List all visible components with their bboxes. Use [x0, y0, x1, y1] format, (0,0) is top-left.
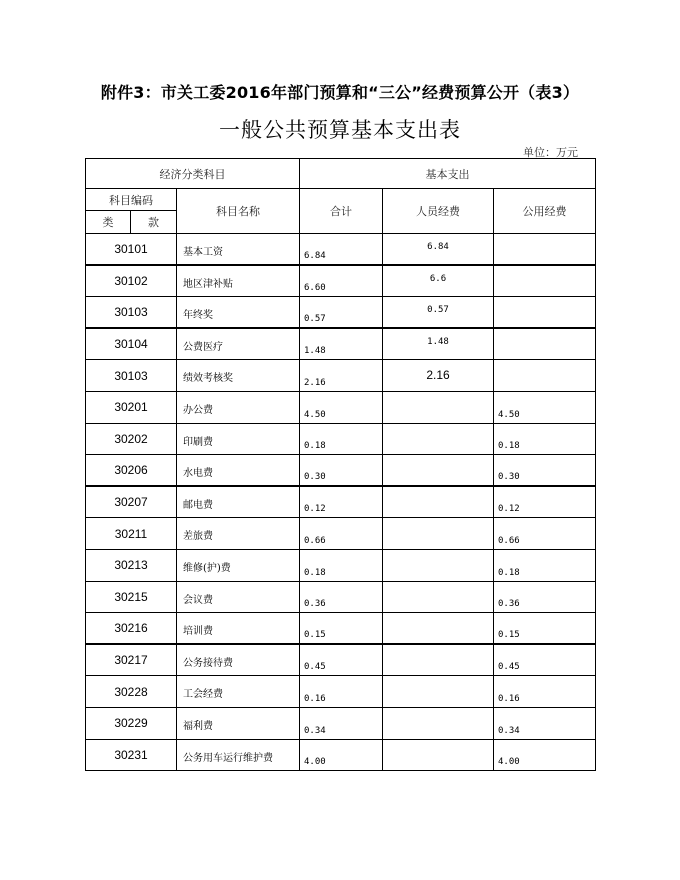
header-basic-expenditure: 基本支出: [300, 159, 596, 189]
total-cell: 2.16: [300, 360, 383, 392]
public-cell: 0.12: [494, 486, 596, 518]
subject-name-cell: 年终奖: [177, 297, 300, 329]
total-cell: 0.66: [300, 518, 383, 550]
subject-code-cell: 30103: [86, 297, 177, 329]
total-cell: 0.34: [300, 707, 383, 739]
personnel-cell: [383, 391, 494, 423]
subject-code-cell: 30101: [86, 234, 177, 266]
personnel-cell: 1.48: [383, 328, 494, 360]
table-row: [86, 360, 596, 392]
table-row: [86, 676, 596, 708]
subject-name-cell: 基本工资: [177, 234, 300, 266]
subject-name-cell: 会议费: [177, 581, 300, 613]
personnel-cell: [383, 423, 494, 455]
total-cell: 4.00: [300, 739, 383, 771]
public-cell: 4.00: [494, 739, 596, 771]
table-row: [86, 707, 596, 739]
public-cell: 0.34: [494, 707, 596, 739]
subject-name-cell: 工会经费: [177, 676, 300, 708]
total-cell: 0.18: [300, 549, 383, 581]
public-cell: [494, 265, 596, 297]
public-cell: 0.15: [494, 613, 596, 645]
table-row: [86, 613, 596, 645]
total-cell: 6.60: [300, 265, 383, 297]
public-cell: 0.66: [494, 518, 596, 550]
total-cell: 4.50: [300, 391, 383, 423]
personnel-cell: 2.16: [383, 360, 494, 392]
unit-label: 单位：万元: [523, 146, 578, 159]
table-row: [86, 549, 596, 581]
personnel-cell: 0.57: [383, 297, 494, 329]
subject-name-cell: 绩效考核奖: [177, 360, 300, 392]
table-row: [86, 234, 596, 266]
subject-code-cell: 30211: [86, 518, 177, 550]
table-row: [86, 265, 596, 297]
public-cell: [494, 328, 596, 360]
subject-name-cell: 维修(护)费: [177, 549, 300, 581]
subject-code-cell: 30215: [86, 581, 177, 613]
table-row: [86, 455, 596, 487]
personnel-cell: [383, 644, 494, 676]
subject-name-cell: 印刷费: [177, 423, 300, 455]
total-cell: 0.18: [300, 423, 383, 455]
header-subject-code: 科目编码: [86, 189, 177, 211]
public-cell: 0.45: [494, 644, 596, 676]
subject-code-cell: 30228: [86, 676, 177, 708]
header-total: 合计: [300, 189, 383, 234]
total-cell: 0.57: [300, 297, 383, 329]
public-cell: 0.36: [494, 581, 596, 613]
subject-code-cell: 30217: [86, 644, 177, 676]
header-public: 公用经费: [494, 189, 596, 234]
public-cell: 4.50: [494, 391, 596, 423]
subject-name-cell: 公务接待费: [177, 644, 300, 676]
subject-code-cell: 30213: [86, 549, 177, 581]
subject-code-cell: 30104: [86, 328, 177, 360]
subject-name-cell: 公费医疗: [177, 328, 300, 360]
document-heading: 附件3：市关工委2016年部门预算和“三公”经费预算公开（表3）: [100, 83, 580, 102]
header-personnel: 人员经费: [383, 189, 494, 234]
total-cell: 0.16: [300, 676, 383, 708]
personnel-cell: [383, 549, 494, 581]
public-cell: 0.18: [494, 549, 596, 581]
table-row: [86, 581, 596, 613]
table-row: [86, 739, 596, 771]
personnel-cell: [383, 455, 494, 487]
total-cell: 1.48: [300, 328, 383, 360]
personnel-cell: [383, 486, 494, 518]
table-row: [86, 518, 596, 550]
personnel-cell: [383, 676, 494, 708]
total-cell: 0.15: [300, 613, 383, 645]
total-cell: 0.45: [300, 644, 383, 676]
total-cell: 0.30: [300, 455, 383, 487]
header-section: 款: [131, 211, 177, 234]
budget-table: [85, 158, 596, 771]
personnel-cell: 6.84: [383, 234, 494, 266]
subject-name-cell: 公务用车运行维护费: [177, 739, 300, 771]
header-subject-name: 科目名称: [177, 189, 300, 234]
public-cell: [494, 234, 596, 266]
table-row: [86, 328, 596, 360]
subject-name-cell: 邮电费: [177, 486, 300, 518]
header-category: 类: [86, 211, 131, 234]
table-row: [86, 423, 596, 455]
header-economic-classification: 经济分类科目: [86, 159, 300, 189]
table-row: [86, 486, 596, 518]
subject-code-cell: 30229: [86, 707, 177, 739]
personnel-cell: [383, 613, 494, 645]
subject-code-cell: 30206: [86, 455, 177, 487]
total-cell: 6.84: [300, 234, 383, 266]
subject-code-cell: 30231: [86, 739, 177, 771]
subject-code-cell: 30201: [86, 391, 177, 423]
subject-code-cell: 30202: [86, 423, 177, 455]
total-cell: 0.36: [300, 581, 383, 613]
personnel-cell: [383, 518, 494, 550]
subject-code-cell: 30102: [86, 265, 177, 297]
subject-code-cell: 30216: [86, 613, 177, 645]
personnel-cell: 6.6: [383, 265, 494, 297]
table-row: [86, 391, 596, 423]
total-cell: 0.12: [300, 486, 383, 518]
subject-name-cell: 地区津补贴: [177, 265, 300, 297]
subject-name-cell: 培训费: [177, 613, 300, 645]
subject-name-cell: 水电费: [177, 455, 300, 487]
subject-code-cell: 30103: [86, 360, 177, 392]
public-cell: [494, 297, 596, 329]
table-title: 一般公共预算基本支出表: [219, 118, 461, 142]
personnel-cell: [383, 581, 494, 613]
public-cell: [494, 360, 596, 392]
personnel-cell: [383, 707, 494, 739]
public-cell: 0.18: [494, 423, 596, 455]
table-row: [86, 297, 596, 329]
subject-name-cell: 办公费: [177, 391, 300, 423]
subject-name-cell: 差旅费: [177, 518, 300, 550]
subject-name-cell: 福利费: [177, 707, 300, 739]
subject-code-cell: 30207: [86, 486, 177, 518]
personnel-cell: [383, 739, 494, 771]
public-cell: 0.16: [494, 676, 596, 708]
table-row: [86, 644, 596, 676]
public-cell: 0.30: [494, 455, 596, 487]
